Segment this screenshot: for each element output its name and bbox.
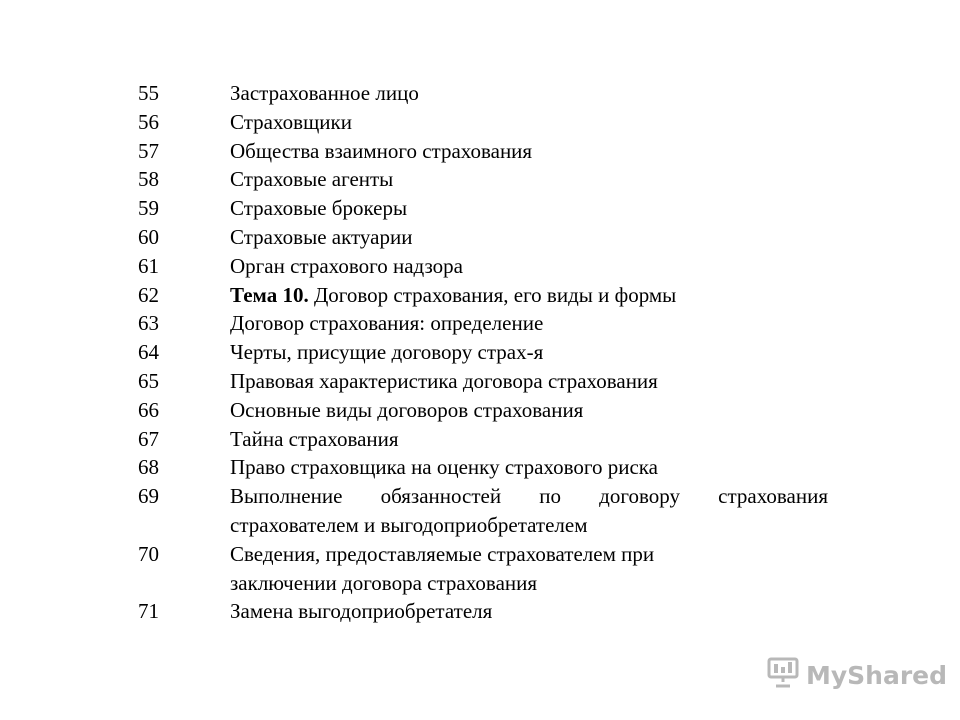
list-item: [138, 597, 828, 626]
list-item: [138, 453, 828, 482]
item-text: Основные виды договоров страхования: [230, 397, 584, 422]
item-text: Общества взаимного страхования: [230, 138, 533, 163]
list-item: [138, 165, 828, 194]
item-number: 55: [138, 81, 159, 105]
list-item: [138, 540, 828, 598]
item-number: 65: [138, 368, 159, 393]
list-item: [138, 137, 828, 166]
list-item: [138, 223, 828, 252]
item-text: Черты, присущие договору страх-я: [230, 340, 544, 365]
item-number: 63: [138, 311, 159, 336]
item-text: Выполнение обязанностей по договору страхования страхователем и выгодоприобретателем: [230, 484, 828, 537]
list-item: [138, 367, 828, 396]
item-number: 58: [138, 167, 159, 192]
topic-title: Договор страхования, его виды и формы: [308, 282, 677, 307]
item-number: 68: [138, 455, 159, 480]
item-number: 69: [138, 484, 159, 509]
watermark-text: MyShared: [806, 660, 948, 690]
item-number: 64: [138, 340, 159, 365]
list-item: [138, 309, 828, 338]
item-number: 57: [138, 138, 159, 163]
item-number: 56: [138, 109, 159, 134]
list-item: [138, 79, 828, 108]
item-text: Договор страхования: определение: [230, 311, 544, 336]
item-number: 66: [138, 397, 159, 422]
item-number: 62: [138, 282, 159, 307]
item-number: 61: [138, 253, 159, 278]
item-text: Страховщики: [230, 109, 352, 134]
list-item: [138, 108, 828, 137]
presentation-board-icon: [766, 656, 806, 694]
list-item: [138, 396, 828, 425]
item-text: Замена выгодоприобретателя: [230, 599, 493, 624]
list-item: [138, 194, 828, 223]
item-text: Орган страхового надзора: [230, 253, 463, 278]
item-number: 59: [138, 196, 159, 221]
item-text: Страховые брокеры: [230, 196, 408, 221]
item-text: Тайна страхования: [230, 426, 399, 451]
item-text: Сведения, предоставляемые страхователем при заключении договора страхования: [230, 541, 655, 595]
item-text: Страховые агенты: [230, 167, 394, 192]
item-number: 70: [138, 541, 159, 566]
item-text: Право страховщика на оценку страхового риска: [230, 455, 658, 480]
list-item: [138, 425, 828, 454]
list-item: [138, 482, 828, 540]
list-item: [138, 252, 828, 281]
item-number: 60: [138, 224, 159, 249]
item-number: 71: [138, 599, 159, 624]
watermark: [766, 656, 947, 694]
list-item: [138, 338, 828, 367]
topic-list: [138, 79, 828, 626]
item-text: Застрахованное лицо: [230, 81, 419, 105]
topic-label: Тема 10.: [230, 282, 309, 307]
list-item: [138, 281, 828, 310]
item-text-topic-heading: [230, 281, 828, 310]
item-text: Правовая характеристика договора страхования: [230, 368, 658, 393]
item-number: 67: [138, 426, 159, 451]
item-text: Страховые актуарии: [230, 224, 413, 249]
